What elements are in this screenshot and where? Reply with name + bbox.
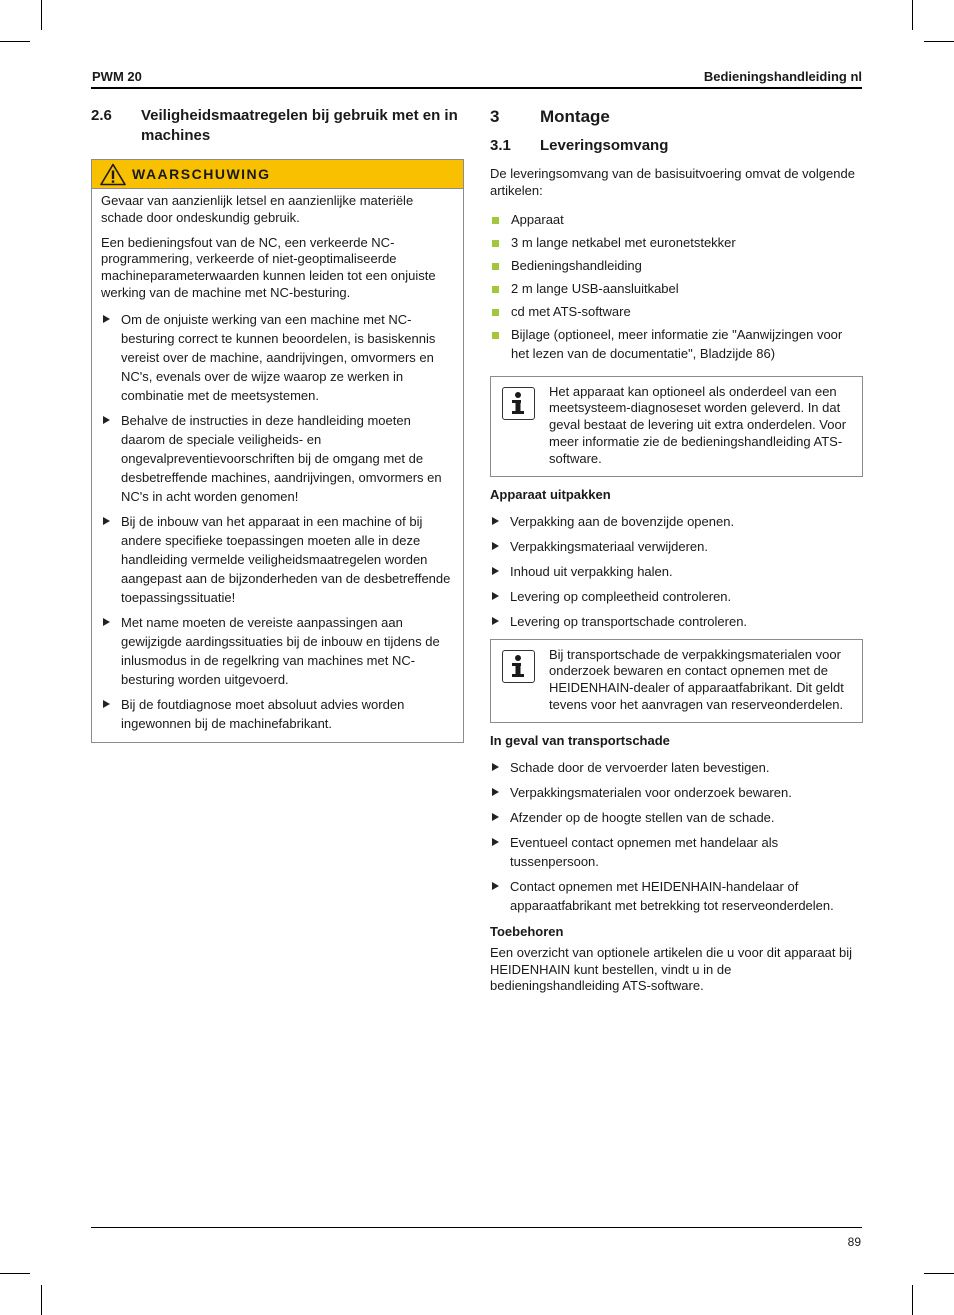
section-number: 3.1 — [490, 137, 511, 154]
info-icon — [502, 650, 535, 683]
right-column — [490, 106, 863, 995]
list-item: Inhoud uit verpakking halen. — [490, 562, 863, 581]
scope-intro: De leveringsomvang van de basisuitvoering omvat de volgende artikelen: — [490, 166, 855, 198]
list-item: Bij de inbouw van het apparaat in een machine of bij andere specifieke toepassingen moeten alle in deze handleiding vermelde veiligheidsmaatregelen worden aangepast aan de bijzonderheden van de desbetreffende toepassingssituatie! — [101, 512, 454, 607]
list-item: 3 m lange netkabel met euronetstekker — [490, 233, 863, 252]
section-title: Veiligheidsmaatregelen bij gebruik met en in machines — [141, 107, 458, 144]
chapter-title: Montage — [540, 107, 610, 126]
info-note — [490, 639, 863, 723]
list-item: cd met ATS-software — [490, 302, 863, 321]
warning-intro: Gevaar van aanzienlijk letsel en aanzienlijke materiële schade door ondeskundig gebruik. — [101, 193, 414, 225]
list-item: Eventueel contact opnemen met handelaar als tussenpersoon. — [490, 833, 863, 871]
info-note-text: Het apparaat kan optioneel als onderdeel van een meetsysteem-diagnoseset worden geleverd. In dat geval bestaat de levering uit extra onderdelen. Voor meer informatie zie de bedieningshandleiding ATS-software. — [549, 383, 847, 466]
page-number: 89 — [847, 1235, 861, 1249]
info-note-text: Bij transportschade de verpakkingsmaterialen voor onderzoek bewaren en contact opnemen met de HEIDENHAIN-dealer of apparaatfabrikant. Dit geldt tevens voor het aanvragen van reserveonderdelen. — [549, 646, 844, 712]
footer-divider — [91, 1227, 862, 1228]
header-manual-title: Bedieningshandleiding nl — [703, 69, 862, 84]
list-item: Bij de foutdiagnose moet absoluut advies worden ingewonnen bij de machinefabrikant. — [101, 695, 454, 733]
warning-box — [91, 159, 464, 743]
section-title: Leveringsomvang — [540, 137, 669, 154]
list-item: Verpakking aan de bovenzijde openen. — [490, 512, 863, 531]
header-divider — [91, 87, 862, 89]
list-item: Bijlage (optioneel, meer informatie zie "Aanwijzingen voor het lezen van de documentatie", Bladzijde 86) — [490, 325, 863, 363]
list-item: 2 m lange USB-aansluitkabel — [490, 279, 863, 298]
chapter-heading — [490, 106, 863, 128]
header-product: PWM 20 — [92, 69, 142, 84]
damage-heading: In geval van transportschade — [490, 732, 670, 748]
warning-instructions — [101, 310, 454, 733]
list-item: Bedieningshandleiding — [490, 256, 863, 275]
list-item: Afzender op de hoogte stellen van de schade. — [490, 808, 863, 827]
info-note — [490, 376, 863, 477]
warning-header — [92, 160, 463, 189]
list-item: Levering op transportschade controleren. — [490, 612, 863, 631]
list-item: Levering op compleetheid controleren. — [490, 587, 863, 606]
crop-mark — [912, 0, 913, 30]
damage-steps — [490, 758, 863, 915]
left-column — [91, 106, 464, 743]
crop-mark — [924, 41, 954, 42]
list-item: Om de onjuiste werking van een machine met NC-besturing correct te kunnen beoordelen, is basiskennis vereist over de machine, aandrijvingen, omvormers en NC's, evenals over de wijze waarop ze werken in combinatie met de meetsystemen. — [101, 310, 454, 405]
list-item: Schade door de vervoerder laten bevestigen. — [490, 758, 863, 777]
warning-triangle-icon — [100, 163, 126, 186]
section-number: 2.6 — [91, 107, 112, 124]
section-heading — [490, 136, 863, 156]
crop-mark — [41, 0, 42, 30]
chapter-number: 3 — [490, 107, 500, 126]
unpack-heading: Apparaat uitpakken — [490, 486, 611, 502]
crop-mark — [41, 1285, 42, 1315]
crop-mark — [924, 1273, 954, 1274]
list-item: Apparaat — [490, 210, 863, 229]
list-item: Verpakkingsmaterialen voor onderzoek bewaren. — [490, 783, 863, 802]
list-item: Met name moeten de vereiste aanpassingen aan gewijzigde aardingssituaties bij de inbouw en tijdens de inlusmodus in de regelkring van machines met NC-besturing worden uitgevoerd. — [101, 613, 454, 689]
info-icon — [502, 387, 535, 420]
warning-label: WAARSCHUWING — [132, 166, 271, 182]
accessories-text: Een overzicht van optionele artikelen die u voor dit apparaat bij HEIDENHAIN kunt bestellen, vindt u in de bedieningshandleiding ATS-software. — [490, 944, 853, 994]
scope-list — [490, 210, 863, 363]
crop-mark — [912, 1285, 913, 1315]
unpack-steps — [490, 512, 863, 631]
crop-mark — [0, 41, 30, 42]
list-item: Behalve de instructies in deze handleiding moeten daarom de speciale veiligheids- en ongevalpreventievoorschriften bij de omgang met de desbetreffende machines, aandrijvingen, omvormers en NC's in acht worden genomen! — [101, 411, 454, 506]
crop-mark — [0, 1273, 30, 1274]
list-item: Verpakkingsmateriaal verwijderen. — [490, 537, 863, 556]
section-heading — [91, 106, 464, 146]
warning-text: Een bedieningsfout van de NC, een verkeerde NC-programmering, verkeerde of niet-geoptimaliseerde machineparameterwaarden kunnen leiden tot een onjuiste werking van de machine met NC-besturing. — [101, 234, 436, 300]
accessories-heading: Toebehoren — [490, 923, 564, 939]
warning-body — [92, 189, 463, 742]
list-item: Contact opnemen met HEIDENHAIN-handelaar of apparaatfabrikant met betrekking tot reserveonderdelen. — [490, 877, 863, 915]
